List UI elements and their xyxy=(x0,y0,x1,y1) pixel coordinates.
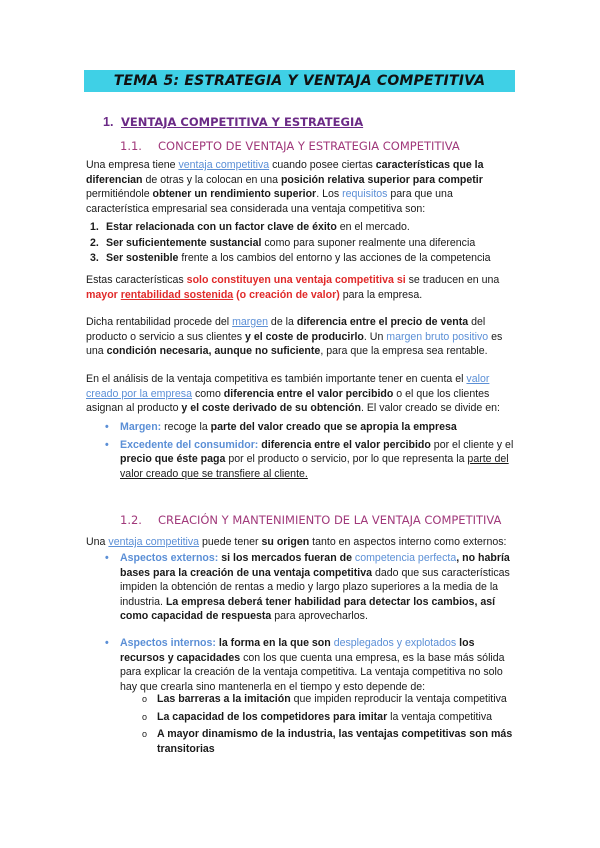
subsection-number: 1.1. xyxy=(120,139,142,153)
section-number: 1. xyxy=(103,115,114,129)
subsection-title: CREACIÓN Y MANTENIMIENTO DE LA VENTAJA COMPETITIVA xyxy=(158,513,502,527)
document-title: TEMA 5: ESTRATEGIA Y VENTAJA COMPETITIVA xyxy=(113,73,486,89)
list-item: 3. Ser sostenible frente a los cambios del entorno y las acciones de la competencia xyxy=(90,252,491,265)
paragraph-origin: Una ventaja competitiva puede tener su origen tanto en aspectos interno como externos: xyxy=(86,536,507,548)
requirements-list xyxy=(86,220,516,267)
paragraph-condition: Estas características solo constituyen una ventaja competitiva si se traducen en una mayor rentabilidad sostenida (o creación de valor) para la empresa. xyxy=(86,274,500,301)
list-item: • Aspectos externos: si los mercados fueran de competencia perfecta, no habría bases para la creación de una ventaja competitiva dado que sus características impiden la obtención de rentas a medio y largo plazo superiores a la media de la industria. La empresa deberá tener habilidad para detectar los cambios, así como capacidad de respuesta para aprovecharlos. xyxy=(105,552,510,623)
subsection-title: CONCEPTO DE VENTAJA Y ESTRATEGIA COMPETITIVA xyxy=(158,139,460,153)
title-banner xyxy=(84,70,515,92)
value-list xyxy=(86,420,516,482)
list-item: • Aspectos internos: la forma en la que son desplegados y explotados los recursos y capacidades con los que cuenta una empresa, es la base más sólida para explicar la creación de la ventaja competitiva. La ventaja competitiva no solo hay que crearla sino mantenerla en el tiempo y esto depende de: xyxy=(105,636,505,693)
aspects-list xyxy=(86,551,516,695)
paragraph-value: En el análisis de la ventaja competitiva es también importante tener en cuenta el valor creado por la empresa como diferencia entre el valor percibido o el que los clientes asignan al producto y el coste derivado de su obtención. El valor creado se divide en: xyxy=(86,373,500,415)
list-item: o Las barreras a la imitación que impiden reproducir la ventaja competitiva xyxy=(142,693,507,705)
subsection-number: 1.2. xyxy=(120,513,142,527)
paragraph-margin: Dicha rentabilidad procede del margen de la diferencia entre el precio de venta del producto o servicio a sus clientes y el coste de producirlo. Un margen bruto positivo es una condición necesaria, aunque no suficiente, para que la empresa sea rentable. xyxy=(86,316,503,358)
list-item: • Margen: recoge la parte del valor creado que se apropia la empresa xyxy=(105,421,457,433)
section-heading-1 xyxy=(103,115,363,130)
paragraph-definition: Una empresa tiene ventaja competitiva cuando posee ciertas características que la diferencian de otras y la colocan en una posición relativa superior para competir permitiéndole obtener un rendimiento superior. Los requisitos para que una característica empresarial sea considerada una ventaja competitiva son: xyxy=(86,159,484,215)
list-item: o A mayor dinamismo de la industria, las ventajas competitivas son más transitorias xyxy=(142,728,513,755)
list-item: • Excedente del consumidor: diferencia entre el valor percibido por el cliente y el precio que éste paga por el producto o servicio, por lo que representa la parte del valor creado que se transfiere al cliente. xyxy=(105,438,514,480)
list-item: o La capacidad de los competidores para imitar la ventaja competitiva xyxy=(142,710,493,723)
subsection-heading-1-1 xyxy=(120,139,460,154)
section-title: VENTAJA COMPETITIVA Y ESTRATEGIA xyxy=(121,115,364,129)
subsection-heading-1-2 xyxy=(120,513,501,528)
dependencies-list xyxy=(140,692,520,757)
list-item: 1. Estar relacionada con un factor clave de éxito en el mercado. xyxy=(90,221,410,233)
list-item: 2. Ser suficientemente sustancial como para suponer realmente una diferencia xyxy=(90,236,476,249)
